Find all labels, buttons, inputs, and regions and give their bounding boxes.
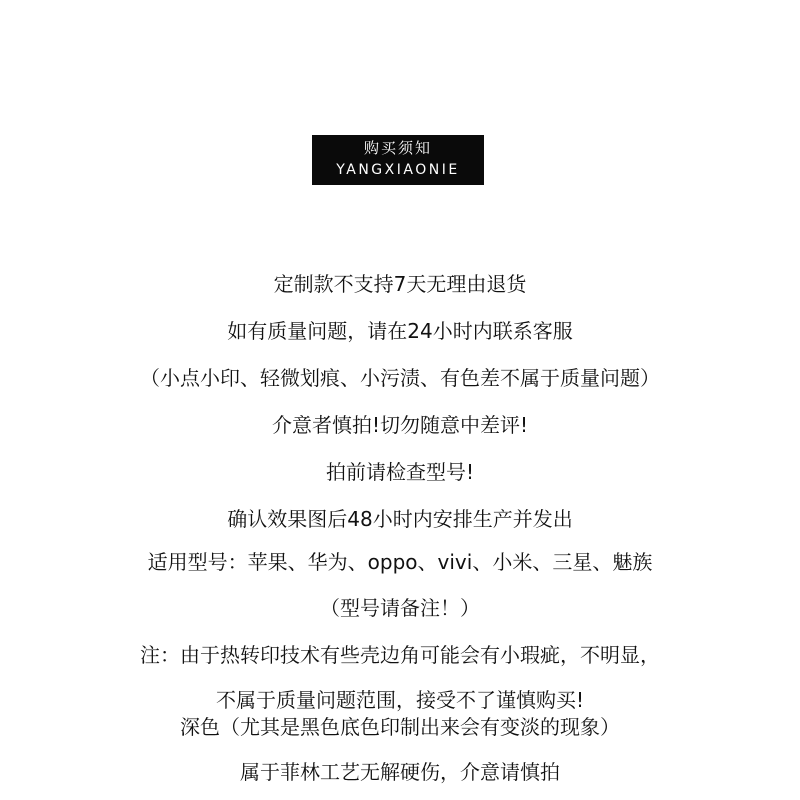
title-english: YANGXIAONIE (336, 162, 460, 178)
notice-line-print-defects: 注：由于热转印技术有些壳边角可能会有小瑕疵，不明显， (140, 643, 660, 667)
notice-line-production-time: 确认效果图后48小时内安排生产并发出 (227, 507, 573, 531)
notice-line-film-process: 属于菲林工艺无解硬伤，介意请慎拍 (240, 760, 560, 784)
notice-line-quality-exclusions: （小点小印、轻微划痕、小污渍、有色差不属于质量问题） (140, 366, 660, 390)
notice-line-no-return: 定制款不支持7天无理由退货 (273, 272, 527, 296)
notice-line-compatible-models: 适用型号：苹果、华为、oppo、vivi、小米、三星、魅族 (147, 550, 653, 574)
notice-line-dark-color: 深色（尤其是黑色底色印制出来会有变淡的现象） (180, 715, 620, 739)
title-banner (312, 135, 484, 185)
notice-line-model-remark: （型号请备注！） (320, 596, 480, 620)
notice-line-check-model: 拍前请检查型号! (325, 460, 475, 484)
notice-line-caution: 介意者慎拍!切勿随意中差评! (271, 413, 529, 437)
title-chinese: 购买须知 (363, 139, 432, 157)
notice-line-contact-service: 如有质量问题，请在24小时内联系客服 (227, 319, 573, 343)
notice-line-not-quality-issue: 不属于质量问题范围，接受不了谨慎购买! (215, 688, 585, 712)
